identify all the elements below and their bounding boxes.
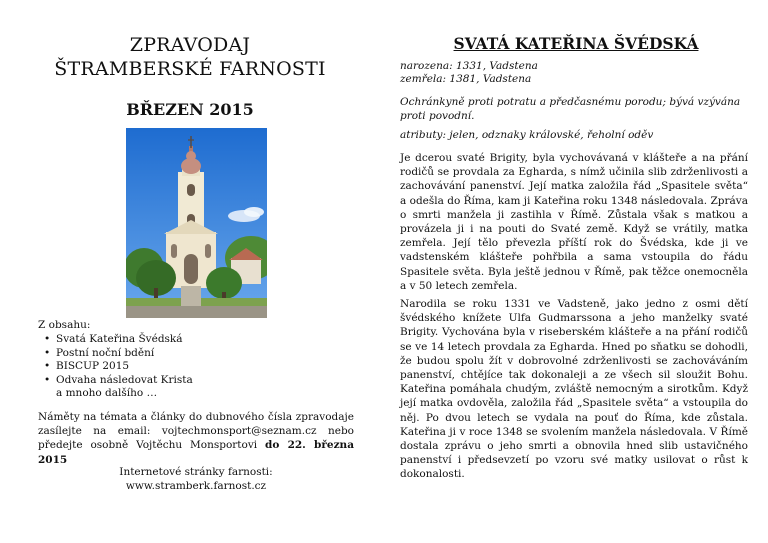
attributes-text: atributy: jelen, odznaky královské, řeholní oděv (400, 129, 654, 141)
contents-item: • Svatá Kateřina Švédská (38, 333, 193, 347)
article-title: SVATÁ KATEŘINA ŠVÉDSKÁ (453, 34, 699, 53)
article-page (384, 0, 768, 543)
website-info (38, 465, 354, 493)
submission-deadline: do 22. března 2015 (38, 439, 354, 466)
article-paragraph-2: Narodila se roku 1331 ve Vadsteně, jako jedno z osmi dětí švédského knížete Ulfa Gudmarssona a jeho manželky svaté Brigity. Vychována byla v riseberském klášteře a na přání rodičů se ve 14 letech provdala za Egharda. Hned po sňatku se dohodli, že budou spolu žít v dobrovolné zdrženlivosti se zachováváním panenství, chtějíce tak dokonaleji a ze všech sil sloužit Bohu. Kateřina pomáhala chudým, zvláště nemocným a sirotkům. Když její matka ovdověla, založila řád „Spasitele světa“ a vstoupila do něj. Po dvou letech se vydala na pouť do Říma, kde zůstala. Kateřina ji v roce 1348 se svolením manžela následovala. V Římě dostala zprávu o jeho smrti a obnovila hned slib ustavičného panenství i předsevzetí po vzoru své matky usilovat o růst k dokonalosti. (400, 298, 748, 481)
church-image (126, 128, 267, 318)
issue-date: BŘEZEN 2015 (126, 100, 254, 119)
church-photo (126, 128, 267, 318)
contents-item: • Postní noční bdění (38, 347, 193, 361)
masthead-line-1: ZPRAVODAJ (129, 34, 251, 56)
contents-item: • BISCUP 2015 (38, 360, 193, 374)
contents-label: Z obsahu: (38, 319, 91, 331)
article-paragraph-1: Je dcerou svaté Brigity, byla vychovávaná v klášteře a na přání rodičů se provdala za Egharda, s nímž učinila slib zdrženlivosti a zachovávání panenství. Její matka založila řád „Spasitele světa“ a odešla do Říma, kam ji Kateřina roku 1348 následovala. Zpráva o smrti manžela ji zastihla v Římě. Zůstala však s matkou a provázela ji i na pouti do Svaté země. Když se vrátily, matka zemřela. Její tělo převezla příští rok do Švédska, kde ji ve vadstenském klášteře pohřbila a sama vstoupila do řádu Spasitele světa. Byla ještě jednou v Římě, pak těžce onemocněla a v 50 letech zemřela. (400, 152, 748, 292)
born-line: narozena: 1331, Vadstena (400, 60, 538, 72)
website-url: www.stramberk.farnost.cz (125, 480, 267, 493)
submission-call (38, 410, 354, 467)
masthead-line-2: ŠTRAMBERSKÉ FARNOSTI (54, 58, 326, 80)
masthead (40, 33, 340, 81)
contents-more: a mnoho dalšího … (56, 387, 158, 400)
died-line: zemřela: 1381, Vadstena (400, 73, 532, 85)
patronage-text: Ochránkyně proti potratu a předčasnému porodu; bývá vzývána proti povodní. (400, 96, 741, 123)
contents-item: • Odvaha následovat Krista (38, 374, 193, 388)
contents-list (38, 333, 193, 401)
submission-text: Náměty na témata a články do dubnového čísla zpravodaje zasílejte na email: vojtechmonsport@seznam.cz nebo předejte osobně Vojtěchu Monsportovi (38, 411, 354, 452)
website-label: Internetové stránky farnosti: (119, 466, 273, 478)
